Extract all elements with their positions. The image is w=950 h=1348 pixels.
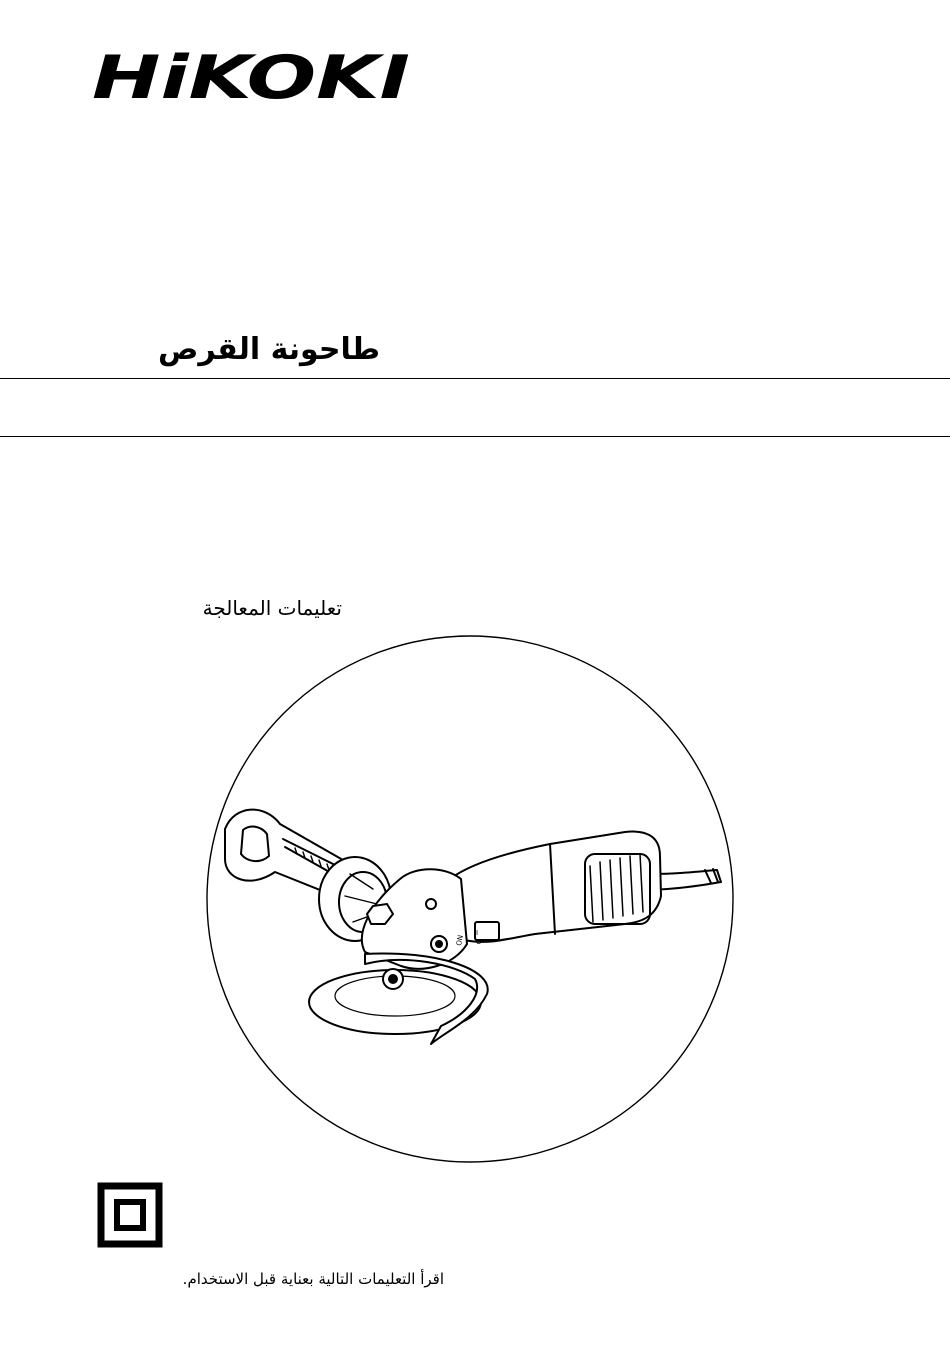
title-rule-bottom: [0, 436, 950, 437]
product-illustration: [205, 634, 735, 1164]
brand-logo: [92, 48, 412, 104]
read-instructions-note: اقرأ التعليمات التالية بعناية قبل الاستخدام.: [182, 1270, 444, 1288]
document-subtitle: تعليمات المعالجة: [202, 596, 342, 620]
title-rule-top: [0, 378, 950, 379]
switch-label-i: I: [476, 929, 479, 937]
brand-logo-text: HiKOKI: [92, 48, 410, 104]
switch-label-on: ON: [455, 934, 465, 947]
switch-label-o: O: [476, 938, 482, 946]
page-title: طاحونة القرص: [157, 332, 380, 367]
double-insulation-square-icon: [97, 1182, 163, 1248]
